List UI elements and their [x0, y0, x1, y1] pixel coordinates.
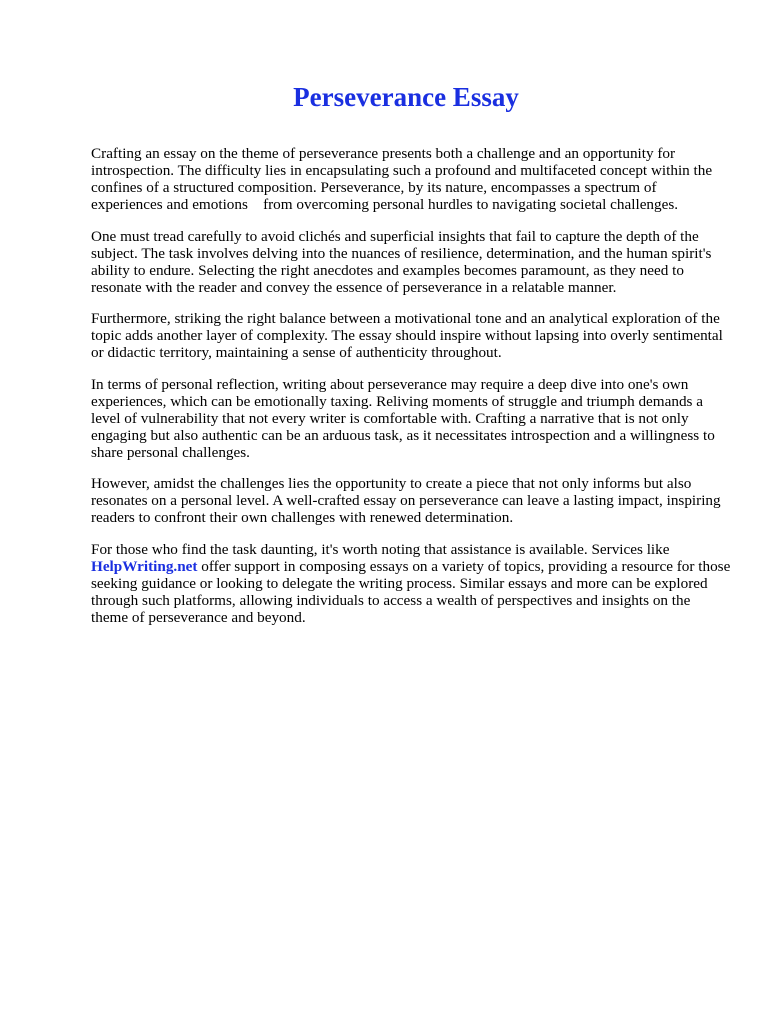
paragraph-6: [91, 541, 731, 626]
page-title: Perseverance Essay: [293, 82, 519, 112]
paragraph-3: Furthermore, striking the right balance between a motivational tone and an analytical exploration of the topic adds another layer of complexity. The essay should inspire without lapsing into overly sentimental or didactic territory, maintaining a sense of authenticity throughout.: [91, 310, 723, 361]
paragraph-1: Crafting an essay on the theme of perseverance presents both a challenge and an opportunity for introspection. The difficulty lies in encapsulating such a profound and multifaceted concept within the confines of a structured composition. Perseverance, by its nature, encompasses a spectrum of experiences and emotions from overcoming personal hurdles to navigating societal challenges.: [91, 145, 716, 213]
paragraph-6-tail: offer support in composing essays on a variety of topics, providing a resource for those seeking guidance or looking to delegate the writing process. Similar essays and more can be explored through such platforms, allowing individuals to access a wealth of perspectives and insights on the theme of perseverance and beyond.: [91, 557, 731, 626]
essay-body: [91, 145, 731, 640]
helpwriting-link[interactable]: HelpWriting.net: [91, 557, 198, 575]
paragraph-2: One must tread carefully to avoid clichés and superficial insights that fail to capture the depth of the subject. The task involves delving into the nuances of resilience, determination, and the human spirit's ability to endure. Selecting the right anecdotes and examples becomes paramount, as they need to resonate with the reader and convey the essence of perseverance in a relatable manner.: [91, 227, 712, 296]
paragraph-6-lead: For those who find the task daunting, it's worth noting that assistance is available. Services like: [91, 540, 670, 558]
paragraph-4: In terms of personal reflection, writing about perseverance may require a deep dive into one's own experiences, which can be emotionally taxing. Reliving moments of struggle and triumph demands a level of vulnerability that not every writer is comfortable with. Crafting a narrative that is not only engaging but also authentic can be an arduous task, as it necessitates introspection and a willingness to share personal challenges.: [91, 375, 715, 461]
paragraph-5: However, amidst the challenges lies the opportunity to create a piece that not only informs but also resonates on a personal level. A well-crafted essay on perseverance can leave a lasting impact, inspiring readers to confront their own challenges with renewed determination.: [91, 475, 721, 526]
